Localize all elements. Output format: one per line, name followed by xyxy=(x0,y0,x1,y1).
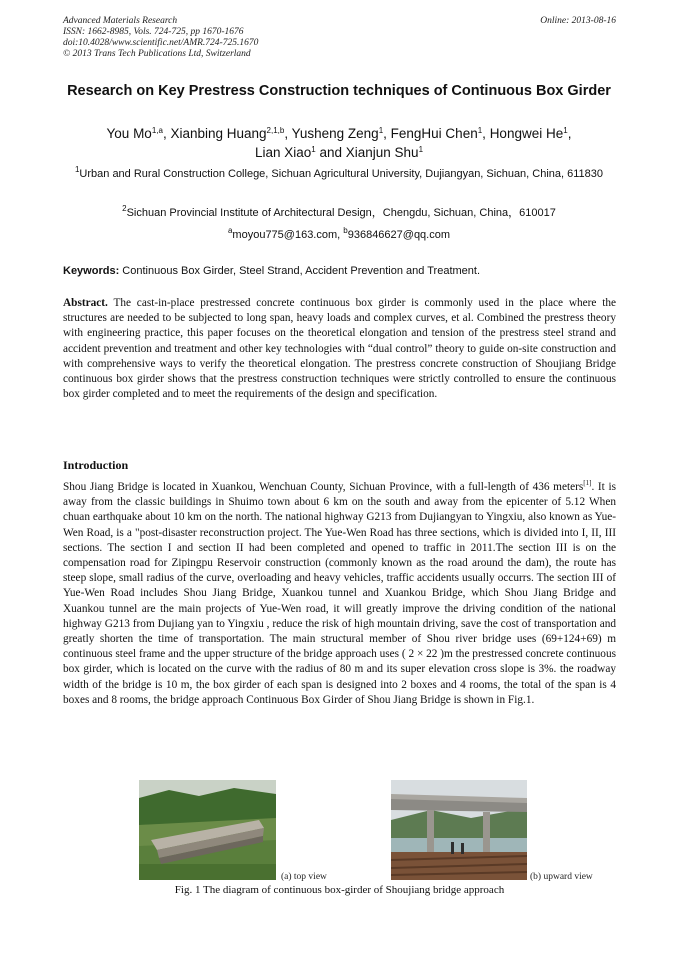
author: You Mo$^{1,a}$, xyxy=(106,126,171,141)
email-b: 936846627@qq.com xyxy=(347,229,451,241)
journal-name: Advanced Materials Research xyxy=(63,16,178,26)
abstract-label: Abstract. xyxy=(63,297,108,309)
figure-photo-upward-view xyxy=(391,780,527,880)
keywords-label: Keywords: xyxy=(63,265,120,277)
section-heading-introduction: Introduction xyxy=(63,458,129,472)
affiliation-1: $^1$Urban and Rural Construction College, Sichuan Agricultural University, Dujiangyan, Sichuan, China, 611830 xyxy=(74,165,604,180)
citation-ref: [1] xyxy=(583,479,592,487)
paper-title: Research on Key Prestress Construction techniques of Continuous Box Girder xyxy=(67,83,611,99)
email-line: $^a$moyou775@163.com, $^b$936846627@qq.com xyxy=(227,226,451,241)
affiliation-2: $^2$Sichuan Provincial Institute of Architectural Design，Chengdu, Sichuan, China，610017 xyxy=(122,204,556,219)
author: Yusheng Zeng$^1$, xyxy=(291,126,391,141)
journal-header xyxy=(63,16,258,60)
figure-caption: Fig. 1 The diagram of continuous box-girder of Shoujiang bridge approach xyxy=(174,884,505,896)
online-date: Online: 2013-08-16 xyxy=(540,16,616,26)
email-a: moyou775@163.com, xyxy=(232,229,344,241)
abstract-text: The cast-in-place prestressed concrete continuous box girder is commonly used in the place where the structures are needed to be subjected to long span, heavy loads and complex curves, et al. Combined the prestress theory with engineering practice, this paper focuses on the theoretical elongation and tension of the prestress steel strand and accident prevention and treatment and other key technologies with “dual control” theory to guide on-site construction and with comprehensive ways to verify the theoretical elongation. The prestress concrete construction of Shoujiang Bridge continuous box girder shows that the prestress construction techniques were strictly controlled to ensure the continuous box girder completed and to meet the requirements of the design and specification. xyxy=(63,297,616,401)
keywords xyxy=(63,264,616,278)
author: FengHui Chen$^1$, xyxy=(390,126,490,141)
keywords-text: Continuous Box Girder, Steel Strand, Accident Prevention and Treatment. xyxy=(119,265,481,277)
issn-line: ISSN: 1662-8985, Vols. 724-725, pp 1670-1676 xyxy=(63,27,244,37)
figure-photo-top-view xyxy=(139,780,276,880)
introduction-body: Shou Jiang Bridge is located in Xuankou, Wenchuan County, Sichuan Province, with a full-length of 436 meters[1]. It is away from the classic buildings in Shuimo town about 6 km on the south and away from the epicenter of 5.12 When chuan earthquake about 10 km on the north. The national highway G213 from Dujiangyan to Yingxiu, also known as Yue-Wen Road, is a "post-disaster reconstruction project. The Yue-Wen Road has three sections, which is divided into I, II, III sections. The section I and section II had been completed and opened to traffic in 2011.The section III is on the compensation road for Zipingpu Reservoir construction (commonly known as the road around the dam), the route has steep slope, small radius of the curve, overloading and heavy vehicles, traffic accidents usually occurrs. The section III of Yue-Wen Road includes Shou Jiang Bridge, Xuankou tunnel and Xuankou Bridge, which Shou Jiang Bridge and Xuankou tunnel are the main projects of Yue-Wen road, it will greatly improve the driving condition of the national highway G213 from Dujiang yan to Yingxiu , reduce the risk of high mountain driving, save the cost of transportation and greatly shorten the time of transportation. The main structural member of Shou river bridge uses (69+124+69) m continuous steel frame and the upper structure of the bridge approach uses ( 2 × 22 )m the prestressed concrete continuous box girder, which is located on the curve with the radius of 80 m and its super elevation cross slope is 3%. the roadway width of the bridge is 10 m, the box girder of each span is designed into 2 boxes and 4 rooms, the total of the span is 4 boxes and 8 rooms, the bridge approach Continuous Box Girder of Shou Jiang Bridge is shown in Fig.1. xyxy=(63,479,616,706)
author: Lian Xiao$^1$ and xyxy=(254,145,346,160)
author: Xianbing Huang$^{2,1,b}$, xyxy=(170,126,292,141)
author: Hongwei He$^1$, xyxy=(489,126,572,141)
author: Xianjun Shu$^1$ xyxy=(345,145,424,160)
subcaption-b: (b) upward view xyxy=(530,872,593,882)
subcaption-a: (a) top view xyxy=(281,872,327,882)
doi-line: doi:10.4028/www.scientific.net/AMR.724-725.1670 xyxy=(63,38,259,48)
copyright-line: © 2013 Trans Tech Publications Ltd, Switzerland xyxy=(63,49,251,59)
abstract xyxy=(63,296,616,402)
author-list xyxy=(50,124,628,162)
